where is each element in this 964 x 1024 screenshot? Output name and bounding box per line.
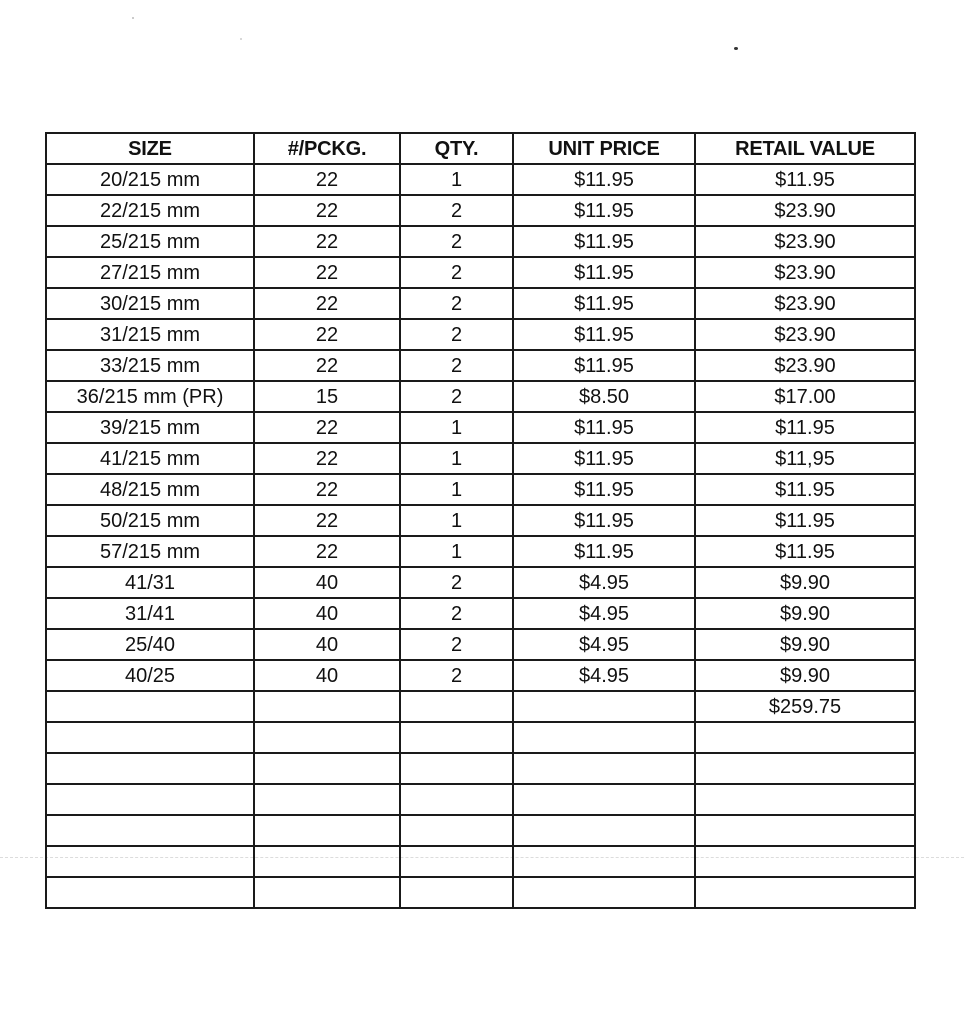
cell-size [46, 846, 254, 877]
cell-unit-price [513, 846, 695, 877]
cell-size: 33/215 mm [46, 350, 254, 381]
cell-unit-price: $4.95 [513, 629, 695, 660]
cell-size: 31/41 [46, 598, 254, 629]
cell-unit-price [513, 784, 695, 815]
cell-size: 25/215 mm [46, 226, 254, 257]
cell-quantity: 2 [400, 257, 513, 288]
scan-speck [734, 47, 738, 50]
cell-quantity: 2 [400, 598, 513, 629]
cell-unit-price: $11.95 [513, 536, 695, 567]
cell-quantity: 1 [400, 412, 513, 443]
table-row [46, 877, 915, 908]
cell-retail-value: $11.95 [695, 164, 915, 195]
table-row [46, 629, 915, 660]
cell-per-package: 15 [254, 381, 400, 412]
cell-unit-price: $11.95 [513, 474, 695, 505]
cell-size [46, 877, 254, 908]
scan-speck [132, 17, 134, 19]
table-row [46, 474, 915, 505]
cell-unit-price: $11.95 [513, 505, 695, 536]
table-row [46, 257, 915, 288]
cell-per-package [254, 877, 400, 908]
cell-per-package [254, 753, 400, 784]
cell-unit-price: $11.95 [513, 226, 695, 257]
table-row [46, 288, 915, 319]
cell-per-package: 22 [254, 350, 400, 381]
cell-unit-price [513, 691, 695, 722]
cell-per-package: 40 [254, 629, 400, 660]
table-row [46, 660, 915, 691]
cell-unit-price [513, 722, 695, 753]
cell-per-package [254, 815, 400, 846]
cell-retail-value [695, 846, 915, 877]
cell-quantity: 2 [400, 660, 513, 691]
table-row [46, 319, 915, 350]
table-row [46, 505, 915, 536]
cell-quantity [400, 846, 513, 877]
cell-size: 27/215 mm [46, 257, 254, 288]
cell-quantity: 2 [400, 350, 513, 381]
cell-retail-value [695, 784, 915, 815]
cell-retail-value: $11.95 [695, 505, 915, 536]
cell-per-package: 22 [254, 536, 400, 567]
cell-retail-value: $9.90 [695, 598, 915, 629]
cell-retail-value: $23.90 [695, 226, 915, 257]
table-row [46, 567, 915, 598]
cell-per-package: 22 [254, 257, 400, 288]
cell-unit-price: $11.95 [513, 412, 695, 443]
cell-retail-value: $23.90 [695, 350, 915, 381]
cell-unit-price: $11.95 [513, 443, 695, 474]
cell-unit-price: $11.95 [513, 164, 695, 195]
cell-per-package: 22 [254, 505, 400, 536]
cell-unit-price: $11.95 [513, 288, 695, 319]
cell-per-package: 40 [254, 660, 400, 691]
cell-retail-value: $23.90 [695, 319, 915, 350]
cell-retail-value: $11.95 [695, 412, 915, 443]
cell-per-package [254, 784, 400, 815]
cell-size [46, 815, 254, 846]
cell-quantity [400, 877, 513, 908]
header-unit-price: UNIT PRICE [513, 133, 695, 164]
cell-quantity: 1 [400, 164, 513, 195]
cell-quantity: 1 [400, 536, 513, 567]
cell-retail-value: $23.90 [695, 195, 915, 226]
cell-per-package: 22 [254, 319, 400, 350]
cell-quantity [400, 815, 513, 846]
cell-retail-value: $9.90 [695, 660, 915, 691]
table-row [46, 815, 915, 846]
cell-retail-value: $259.75 [695, 691, 915, 722]
cell-per-package [254, 722, 400, 753]
cell-unit-price: $11.95 [513, 257, 695, 288]
header-quantity: QTY. [400, 133, 513, 164]
cell-quantity: 2 [400, 567, 513, 598]
inventory-table [45, 132, 916, 909]
cell-retail-value: $9.90 [695, 567, 915, 598]
cell-retail-value: $23.90 [695, 288, 915, 319]
cell-per-package: 22 [254, 288, 400, 319]
cell-retail-value: $9.90 [695, 629, 915, 660]
cell-quantity [400, 784, 513, 815]
cell-retail-value: $11.95 [695, 474, 915, 505]
cell-retail-value: $17.00 [695, 381, 915, 412]
table-row [46, 381, 915, 412]
table-row [46, 846, 915, 877]
cell-unit-price [513, 815, 695, 846]
table-header [46, 133, 915, 164]
cell-size: 20/215 mm [46, 164, 254, 195]
table-body [46, 164, 915, 908]
cell-retail-value: $23.90 [695, 257, 915, 288]
table-row [46, 536, 915, 567]
cell-size [46, 722, 254, 753]
cell-size [46, 691, 254, 722]
cell-unit-price: $4.95 [513, 660, 695, 691]
cell-size: 41/31 [46, 567, 254, 598]
cell-per-package: 22 [254, 164, 400, 195]
header-per-package: #/PCKG. [254, 133, 400, 164]
cell-unit-price [513, 753, 695, 784]
cell-quantity [400, 722, 513, 753]
table-row [46, 412, 915, 443]
cell-quantity: 2 [400, 319, 513, 350]
scan-speck [240, 38, 242, 40]
header-row [46, 133, 915, 164]
table-row [46, 443, 915, 474]
cell-size: 39/215 mm [46, 412, 254, 443]
cell-retail-value [695, 815, 915, 846]
table-row [46, 350, 915, 381]
cell-per-package: 22 [254, 412, 400, 443]
cell-size: 50/215 mm [46, 505, 254, 536]
table-row [46, 226, 915, 257]
cell-size: 57/215 mm [46, 536, 254, 567]
cell-retail-value: $11,95 [695, 443, 915, 474]
table-row [46, 753, 915, 784]
cell-quantity: 2 [400, 629, 513, 660]
cell-quantity [400, 691, 513, 722]
cell-unit-price: $11.95 [513, 350, 695, 381]
header-retail-value: RETAIL VALUE [695, 133, 915, 164]
cell-retail-value [695, 722, 915, 753]
cell-quantity: 2 [400, 226, 513, 257]
cell-per-package: 22 [254, 226, 400, 257]
cell-per-package: 22 [254, 443, 400, 474]
cell-size: 36/215 mm (PR) [46, 381, 254, 412]
cell-per-package: 40 [254, 598, 400, 629]
cell-quantity: 1 [400, 505, 513, 536]
table-row [46, 598, 915, 629]
cell-unit-price: $4.95 [513, 598, 695, 629]
cell-quantity: 2 [400, 381, 513, 412]
cell-size: 31/215 mm [46, 319, 254, 350]
cell-per-package [254, 846, 400, 877]
cell-retail-value [695, 753, 915, 784]
cell-unit-price: $11.95 [513, 195, 695, 226]
table-row [46, 195, 915, 226]
table-row [46, 784, 915, 815]
table-row [46, 691, 915, 722]
cell-unit-price: $8.50 [513, 381, 695, 412]
cell-per-package [254, 691, 400, 722]
cell-size [46, 784, 254, 815]
cell-size: 40/25 [46, 660, 254, 691]
cell-per-package: 40 [254, 567, 400, 598]
cell-size: 48/215 mm [46, 474, 254, 505]
cell-unit-price: $4.95 [513, 567, 695, 598]
cell-retail-value: $11.95 [695, 536, 915, 567]
cell-quantity: 2 [400, 195, 513, 226]
cell-retail-value [695, 877, 915, 908]
table-row [46, 722, 915, 753]
cell-unit-price [513, 877, 695, 908]
cell-quantity: 2 [400, 288, 513, 319]
cell-quantity: 1 [400, 443, 513, 474]
cell-per-package: 22 [254, 195, 400, 226]
cell-per-package: 22 [254, 474, 400, 505]
cell-size: 25/40 [46, 629, 254, 660]
header-size: SIZE [46, 133, 254, 164]
cell-size [46, 753, 254, 784]
cell-size: 41/215 mm [46, 443, 254, 474]
cell-quantity [400, 753, 513, 784]
cell-size: 30/215 mm [46, 288, 254, 319]
table-row [46, 164, 915, 195]
cell-size: 22/215 mm [46, 195, 254, 226]
cell-quantity: 1 [400, 474, 513, 505]
cell-unit-price: $11.95 [513, 319, 695, 350]
